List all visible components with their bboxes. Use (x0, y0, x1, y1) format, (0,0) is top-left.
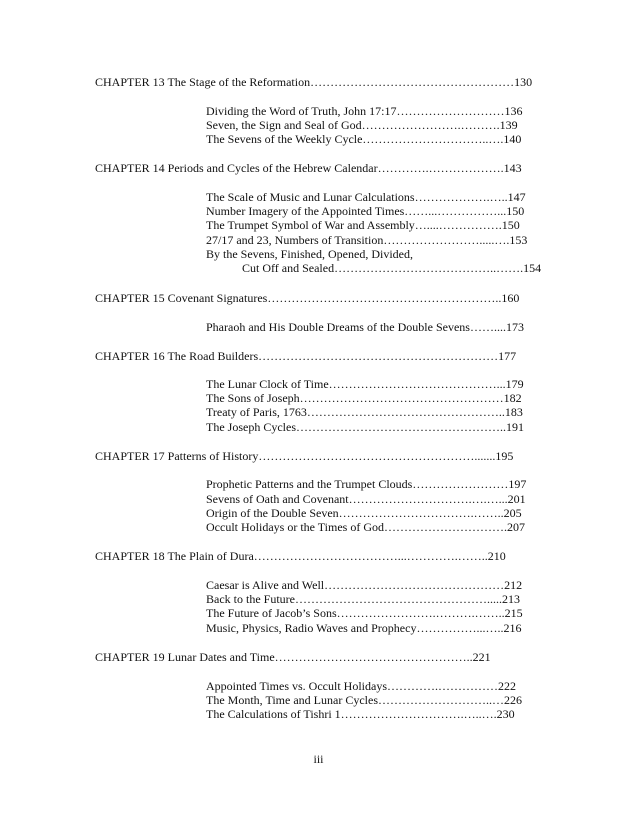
section-entry: Treaty of Paris, 1763…………………………………………..183 (206, 405, 523, 419)
section-entry: The Sevens of the Weekly Cycle…………………………..….140 (206, 132, 522, 146)
section-entry: Sevens of Oath and Covenant………………………….….…...201 (206, 492, 526, 506)
chapter-17-line: CHAPTER 17 Patterns of History……………………………………………….......195 (95, 449, 514, 463)
section-entry: Origin of the Double Seven…………………………….……..205 (206, 506, 522, 520)
chapter-16-line: CHAPTER 16 The Road Builders……………………………………………………177 (95, 349, 517, 363)
page-number: iii (313, 752, 324, 766)
section-entry: The Month, Time and Lunar Cycles………………………..…226 (206, 693, 522, 707)
section-entry: 27/17 and 23, Numbers of Transition…………………….....….153 (206, 233, 528, 247)
section-entry: Prophetic Patterns and the Trumpet Clouds……………………197 (206, 477, 527, 491)
section-entry: Music, Physics, Radio Waves and Prophecy……………...…..216 (206, 621, 522, 635)
section-entry: Dividing the Word of Truth, John 17:17………………………136 (206, 104, 523, 118)
section-entry-continuation: Cut Off and Sealed…………………………………..…….154 (242, 261, 542, 275)
section-entry: The Calculations of Tishri 1………………………….…..….230 (206, 707, 515, 721)
section-entry: Number Imagery of the Appointed Times……...……………...150 (206, 204, 525, 218)
chapter-14-line: CHAPTER 14 Periods and Cycles of the Hebrew Calendar………….……………….143 (95, 161, 522, 175)
section-entry: Occult Holidays or the Times of God………………………….207 (206, 520, 525, 534)
section-entry: The Joseph Cycles……………………………………………..191 (206, 420, 524, 434)
chapter-13-line: CHAPTER 13 The Stage of the Reformation……………………………………………130 (95, 75, 533, 89)
chapter-18-line: CHAPTER 18 The Plain of Dura………………………………...………….……..210 (95, 549, 506, 563)
section-entry: The Future of Jacob’s Sons…………………….……….……..215 (206, 606, 523, 620)
section-entry: Appointed Times vs. Occult Holidays………….……………222 (206, 679, 517, 693)
section-entry: Seven, the Sign and Seal of God…………………….……….139 (206, 118, 518, 132)
section-entry: By the Sevens, Finished, Opened, Divided, (206, 247, 413, 261)
section-entry: The Sons of Joseph……………………………………………182 (206, 391, 522, 405)
section-entry: Caesar is Alive and Well………………………………………212 (206, 578, 523, 592)
chapter-15-line: CHAPTER 15 Covenant Signatures…………………………………………………..160 (95, 291, 520, 305)
section-entry: Back to the Future………………………………………….....213 (206, 592, 520, 606)
section-entry: The Lunar Clock of Time……………………………………...179 (206, 377, 524, 391)
section-entry: The Scale of Music and Lunar Calculations……………….…..147 (206, 190, 526, 204)
section-entry: The Trumpet Symbol of War and Assembly…....…………….150 (206, 218, 520, 232)
chapter-19-line: CHAPTER 19 Lunar Dates and Time…………………………………………..221 (95, 650, 491, 664)
section-entry: Pharaoh and His Double Dreams of the Double Sevens……....173 (206, 320, 524, 334)
